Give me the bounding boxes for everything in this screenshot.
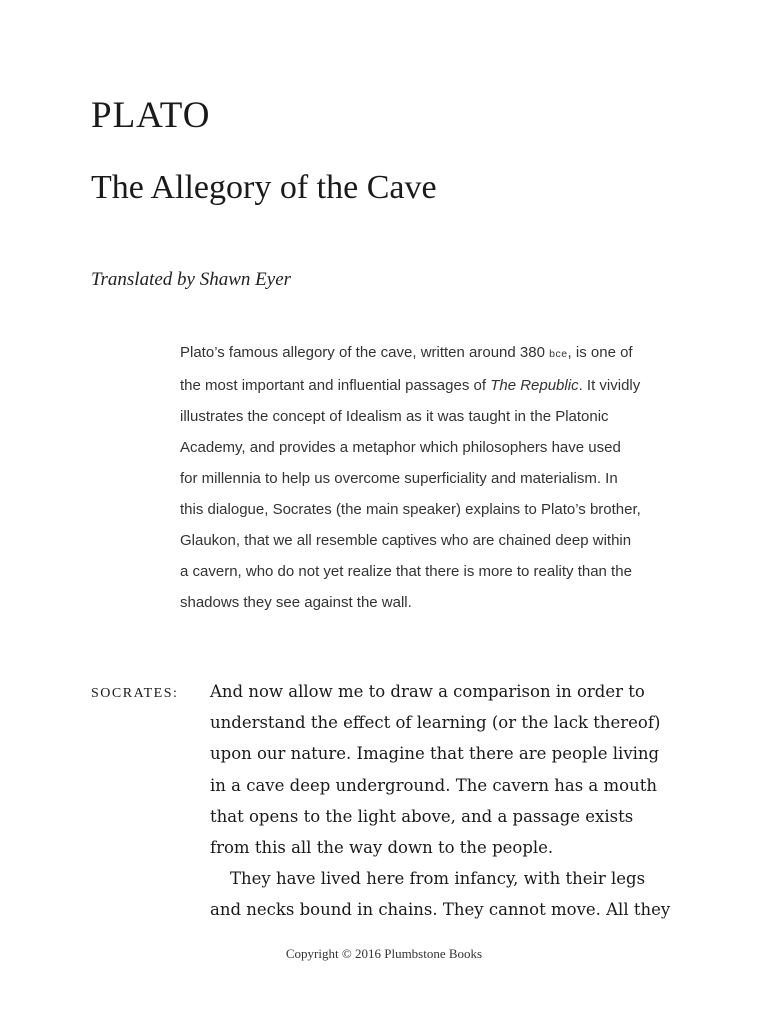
intro-line-5: for millennia to help us overcome superficiality and materialism. In: [180, 470, 618, 487]
dialogue-line-2: understand the effect of learning (or the lack thereof): [210, 713, 661, 733]
dialogue-text: [210, 676, 710, 926]
work-title: The Allegory of the Cave: [91, 169, 437, 206]
dialogue-line-5: that opens to the light above, and a passage exists: [210, 806, 634, 826]
dialogue-line-8: and necks bound in chains. They cannot move. All they: [210, 900, 671, 920]
intro-line-9: shadows they see against the wall.: [180, 594, 412, 611]
copyright-notice: Copyright © 2016 Plumbstone Books: [285, 946, 483, 961]
intro-line-8: a cavern, who do not yet realize that there is more to reality than the: [180, 563, 632, 580]
era-abbreviation: bce: [549, 348, 568, 360]
speaker-label: SOCRATES:: [91, 686, 179, 701]
dialogue-line-7: They have lived here from infancy, with their legs: [230, 869, 646, 889]
intro-line-1: Plato’s famous allegory of the cave, written around 380 bce, is one of: [180, 344, 633, 361]
dialogue-line-4: in a cave deep underground. The cavern has a mouth: [210, 775, 657, 795]
translator-credit: Translated by Shawn Eyer: [91, 269, 292, 290]
republic-title: The Republic: [490, 377, 579, 394]
intro-paragraph: [180, 337, 660, 618]
intro-line-4: Academy, and provides a metaphor which philosophers have used: [180, 439, 621, 456]
dialogue-line-6: from this all the way down to the people.: [210, 838, 554, 858]
author-name: PLATO: [91, 95, 211, 136]
intro-line-7: Glaukon, that we all resemble captives who are chained deep within: [180, 532, 632, 549]
intro-line-3: illustrates the concept of Idealism as it was taught in the Platonic: [180, 408, 609, 425]
dialogue-line-3: upon our nature. Imagine that there are people living: [210, 744, 660, 764]
dialogue-line-1: And now allow me to draw a comparison in order to: [210, 682, 645, 701]
intro-line-2: the most important and influential passages of The Republic. It vividly: [180, 377, 641, 394]
intro-line-6: this dialogue, Socrates (the main speaker) explains to Plato’s brother,: [180, 501, 641, 518]
